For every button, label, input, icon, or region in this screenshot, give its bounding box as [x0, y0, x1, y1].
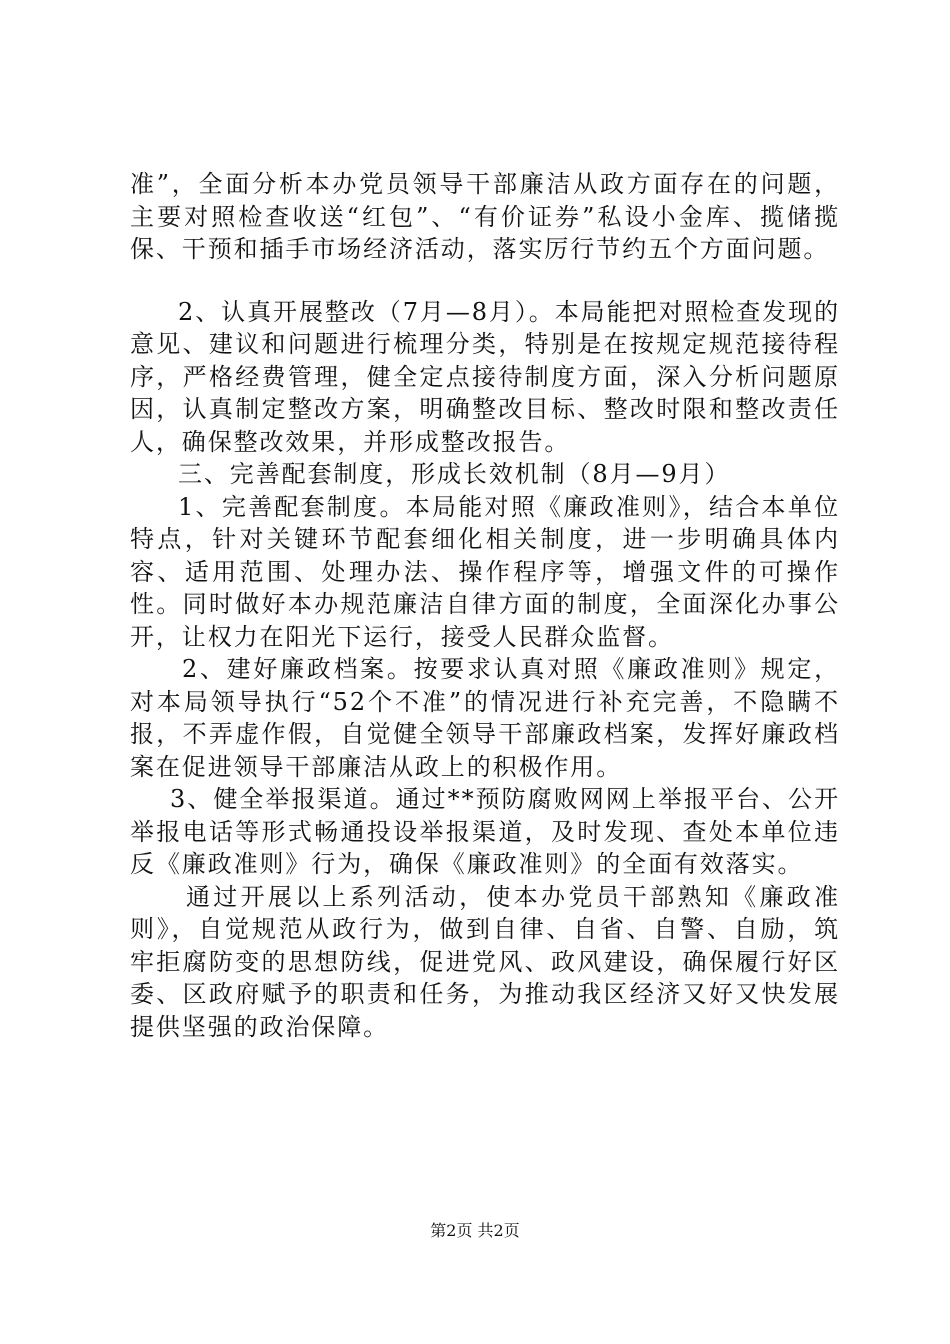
- document-body: [130, 168, 840, 1043]
- paragraph-rectification: 2、认真开展整改（7月—8月）。本局能把对照检查发现的意见、建议和问题进行梳理分类，特别是在按规定规范接待程序，严格经费管理，健全定点接待制度方面，深入分析问题原因，认真制定整改方案，明确整改目标、整改时限和整改责任人，确保整改效果，并形成整改报告。: [130, 297, 840, 456]
- paragraph-reporting-channel: 3、健全举报渠道。通过**预防腐败网网上举报平台、公开举报电话等形式畅通投设举报渠道，及时发现、查处本单位违反《廉政准则》行为，确保《廉政准则》的全面有效落实。: [130, 785, 840, 878]
- page-number-footer: 第2页 共2页: [430, 1221, 520, 1240]
- paragraph-supporting-system: 1、完善配套制度。本局能对照《廉政准则》，结合本单位特点，针对关键环节配套细化相关制度，进一步明确具体内容、适用范围、处理办法、操作程序等，增强文件的可操作性。同时做好本办规范廉洁自律方面的制度，全面深化办事公开，让权力在阳光下运行，接受人民群众监督。: [130, 492, 840, 651]
- paragraph-conclusion: 通过开展以上系列活动，使本办党员干部熟知《廉政准则》，自觉规范从政行为，做到自律、自省、自警、自励，筑牢拒腐防变的思想防线，促进党风、政风建设，确保履行好区委、区政府赋予的职责和任务，为推动我区经济又好又快发展提供坚强的政治保障。: [130, 882, 840, 1041]
- section-heading-three: 三、完善配套制度，形成长效机制（8月—9月）: [178, 460, 731, 488]
- paragraph-integrity-archive: 2、建好廉政档案。按要求认真对照《廉政准则》规定，对本局领导执行“52个不准”的情况进行补充完善，不隐瞒不报，不弄虚作假，自觉健全领导干部廉政档案，发挥好廉政档案在促进领导干部廉洁从政上的积极作用。: [130, 655, 840, 781]
- paragraph-continuation: 准”，全面分析本办党员领导干部廉洁从政方面存在的问题，主要对照检查收送“红包”、“有价证券”私设小金库、揽储揽保、干预和插手市场经济活动，落实厉行节约五个方面问题。: [130, 170, 840, 263]
